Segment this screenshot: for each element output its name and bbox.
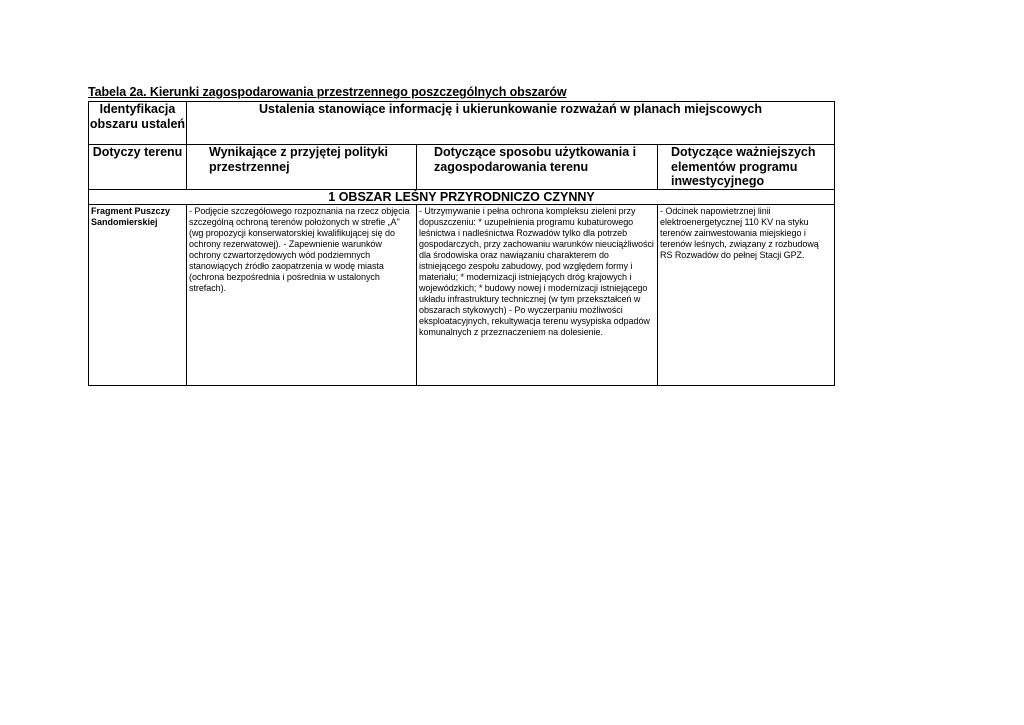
policy-column-header: Wynikające z przyjętej polityki przestrzennej	[187, 145, 417, 190]
identification-header: Identyfikacja obszaru ustaleń	[89, 102, 187, 145]
land-use-cell: - Utrzymywanie i pełna ochrona kompleksu zieleni przy dopuszczeniu: * uzupełnienia programu kubaturowego leśnictwa i nadleśnictwa Rozwadów tylko dla potrzeb gospodarczych, przy zachowaniu warunków nieuciążliwości dla środowiska oraz nawiązaniu charakterem do istniejącego zespołu zabudowy, pod względem formy i materiału; * modernizacji istniejących dróg krajowych i wojewódzkich; * budowy nowej i modernizacji istniejącego układu infrastruktury technicznej (w tym przekształceń w obszarach stykowych) - Po wyczerpaniu możliwości eksploatacyjnych, rekultywacja terenu wysypiska odpadów komunalnych z przeznaczeniem na dolesienie.	[417, 204, 658, 385]
subheader-row	[89, 145, 835, 190]
directions-table	[88, 101, 835, 386]
settlements-header: Ustalenia stanowiące informację i ukierunkowanie rozważań w planach miejscowych	[187, 102, 835, 145]
area-column-header: Dotyczy terenu	[89, 145, 187, 190]
area-name-cell: Fragment Puszczy Sandomierskiej	[89, 204, 187, 385]
policy-cell: - Podjęcie szczegółowego rozpoznania na rzecz objęcia szczególną ochroną terenów położonych w strefie „A" (wg propozycji konserwatorskiej kwalifikującej się do ochrony rezerwatowej). - Zapewnienie warunków ochrony czwartorzędowych wód podziemnych stanowiących źródło zaopatrzenia w wodę miasta (ochrona bezpośrednia i pośrednia w ustalonych strefach).	[187, 204, 417, 385]
header-row	[89, 102, 835, 145]
investments-column-header: Dotyczące ważniejszych elementów programu inwestycyjnego	[658, 145, 835, 190]
section-row	[89, 189, 835, 204]
investments-cell: - Odcinek napowietrznej linii elektroenergetycznej 110 KV na styku terenów zainwestowania miejskiego i terenów leśnych, związany z rozbudową RS Rozwadów do pełnej Stacji GPZ.	[658, 204, 835, 385]
land-use-column-header: Dotyczące sposobu użytkowania i zagospodarowania terenu	[417, 145, 658, 190]
table-caption: Tabela 2a. Kierunki zagospodarowania przestrzennego poszczególnych obszarów	[88, 85, 567, 99]
table-row	[89, 204, 835, 385]
section-title: 1 OBSZAR LEŚNY PRZYRODNICZO CZYNNY	[89, 189, 835, 204]
